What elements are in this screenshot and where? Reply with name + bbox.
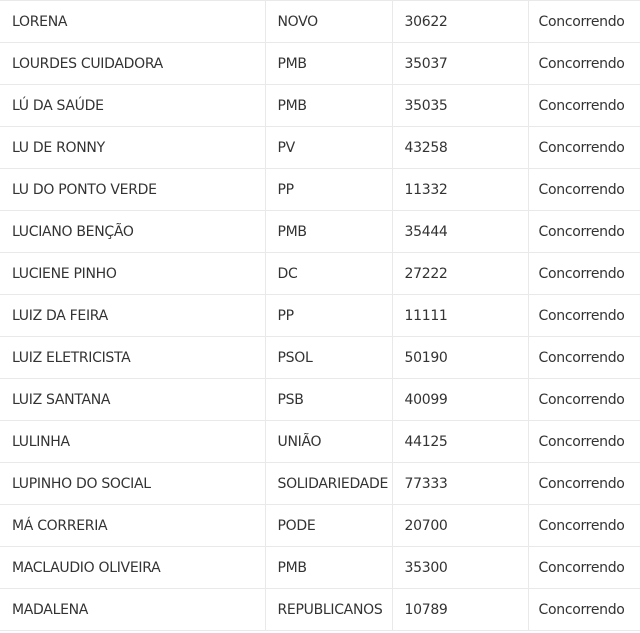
candidate-status: Concorrendo	[528, 589, 640, 631]
table-row	[0, 85, 640, 127]
candidate-status: Concorrendo	[528, 127, 640, 169]
table-row	[0, 295, 640, 337]
candidate-number: 11111	[392, 295, 528, 337]
candidate-number: 35444	[392, 211, 528, 253]
candidate-party: PMB	[265, 43, 392, 85]
table-row	[0, 463, 640, 505]
candidate-party: REPUBLICANOS	[265, 589, 392, 631]
candidate-status: Concorrendo	[528, 337, 640, 379]
candidate-status: Concorrendo	[528, 547, 640, 589]
candidate-party: PSOL	[265, 337, 392, 379]
candidate-name: LUPINHO DO SOCIAL	[0, 463, 265, 505]
candidate-number: 50190	[392, 337, 528, 379]
candidate-name: LUCIENE PINHO	[0, 253, 265, 295]
candidate-status: Concorrendo	[528, 295, 640, 337]
candidate-party: PSB	[265, 379, 392, 421]
candidate-status: Concorrendo	[528, 421, 640, 463]
table-row	[0, 1, 640, 43]
candidate-number: 10789	[392, 589, 528, 631]
candidate-number: 44125	[392, 421, 528, 463]
candidate-name: LU DO PONTO VERDE	[0, 169, 265, 211]
candidate-name: LU DE RONNY	[0, 127, 265, 169]
table-row	[0, 421, 640, 463]
candidate-name: LUIZ SANTANA	[0, 379, 265, 421]
candidate-number: 40099	[392, 379, 528, 421]
candidate-number: 11332	[392, 169, 528, 211]
candidate-status: Concorrendo	[528, 211, 640, 253]
candidate-name: LÚ DA SAÚDE	[0, 85, 265, 127]
table-row	[0, 253, 640, 295]
candidate-party: PV	[265, 127, 392, 169]
candidate-name: LOURDES CUIDADORA	[0, 43, 265, 85]
candidate-status: Concorrendo	[528, 463, 640, 505]
candidate-party: PP	[265, 295, 392, 337]
candidate-status: Concorrendo	[528, 505, 640, 547]
candidate-status: Concorrendo	[528, 85, 640, 127]
candidate-party: UNIÃO	[265, 421, 392, 463]
candidate-number: 20700	[392, 505, 528, 547]
candidate-party: PMB	[265, 547, 392, 589]
table-row	[0, 127, 640, 169]
candidate-party: PP	[265, 169, 392, 211]
candidate-number: 43258	[392, 127, 528, 169]
candidate-name: LUIZ ELETRICISTA	[0, 337, 265, 379]
candidate-status: Concorrendo	[528, 1, 640, 43]
candidate-status: Concorrendo	[528, 43, 640, 85]
candidate-status: Concorrendo	[528, 253, 640, 295]
table-row	[0, 505, 640, 547]
table-row	[0, 547, 640, 589]
candidate-name: LUCIANO BENÇÃO	[0, 211, 265, 253]
candidate-number: 35035	[392, 85, 528, 127]
candidate-party: SOLIDARIEDADE	[265, 463, 392, 505]
candidates-table-body	[0, 1, 640, 631]
candidate-name: LORENA	[0, 1, 265, 43]
table-row	[0, 169, 640, 211]
table-row	[0, 589, 640, 631]
candidate-status: Concorrendo	[528, 169, 640, 211]
candidate-name: MÁ CORRERIA	[0, 505, 265, 547]
table-row	[0, 379, 640, 421]
candidate-name: MADALENA	[0, 589, 265, 631]
candidate-party: DC	[265, 253, 392, 295]
table-row	[0, 337, 640, 379]
candidate-name: MACLAUDIO OLIVEIRA	[0, 547, 265, 589]
candidate-number: 27222	[392, 253, 528, 295]
candidate-name: LUIZ DA FEIRA	[0, 295, 265, 337]
table-row	[0, 211, 640, 253]
candidate-number: 35037	[392, 43, 528, 85]
table-row	[0, 43, 640, 85]
candidate-party: PMB	[265, 85, 392, 127]
candidate-number: 35300	[392, 547, 528, 589]
candidate-party: PODE	[265, 505, 392, 547]
candidate-status: Concorrendo	[528, 379, 640, 421]
candidate-party: PMB	[265, 211, 392, 253]
candidate-name: LULINHA	[0, 421, 265, 463]
candidate-number: 30622	[392, 1, 528, 43]
candidate-number: 77333	[392, 463, 528, 505]
candidate-party: NOVO	[265, 1, 392, 43]
